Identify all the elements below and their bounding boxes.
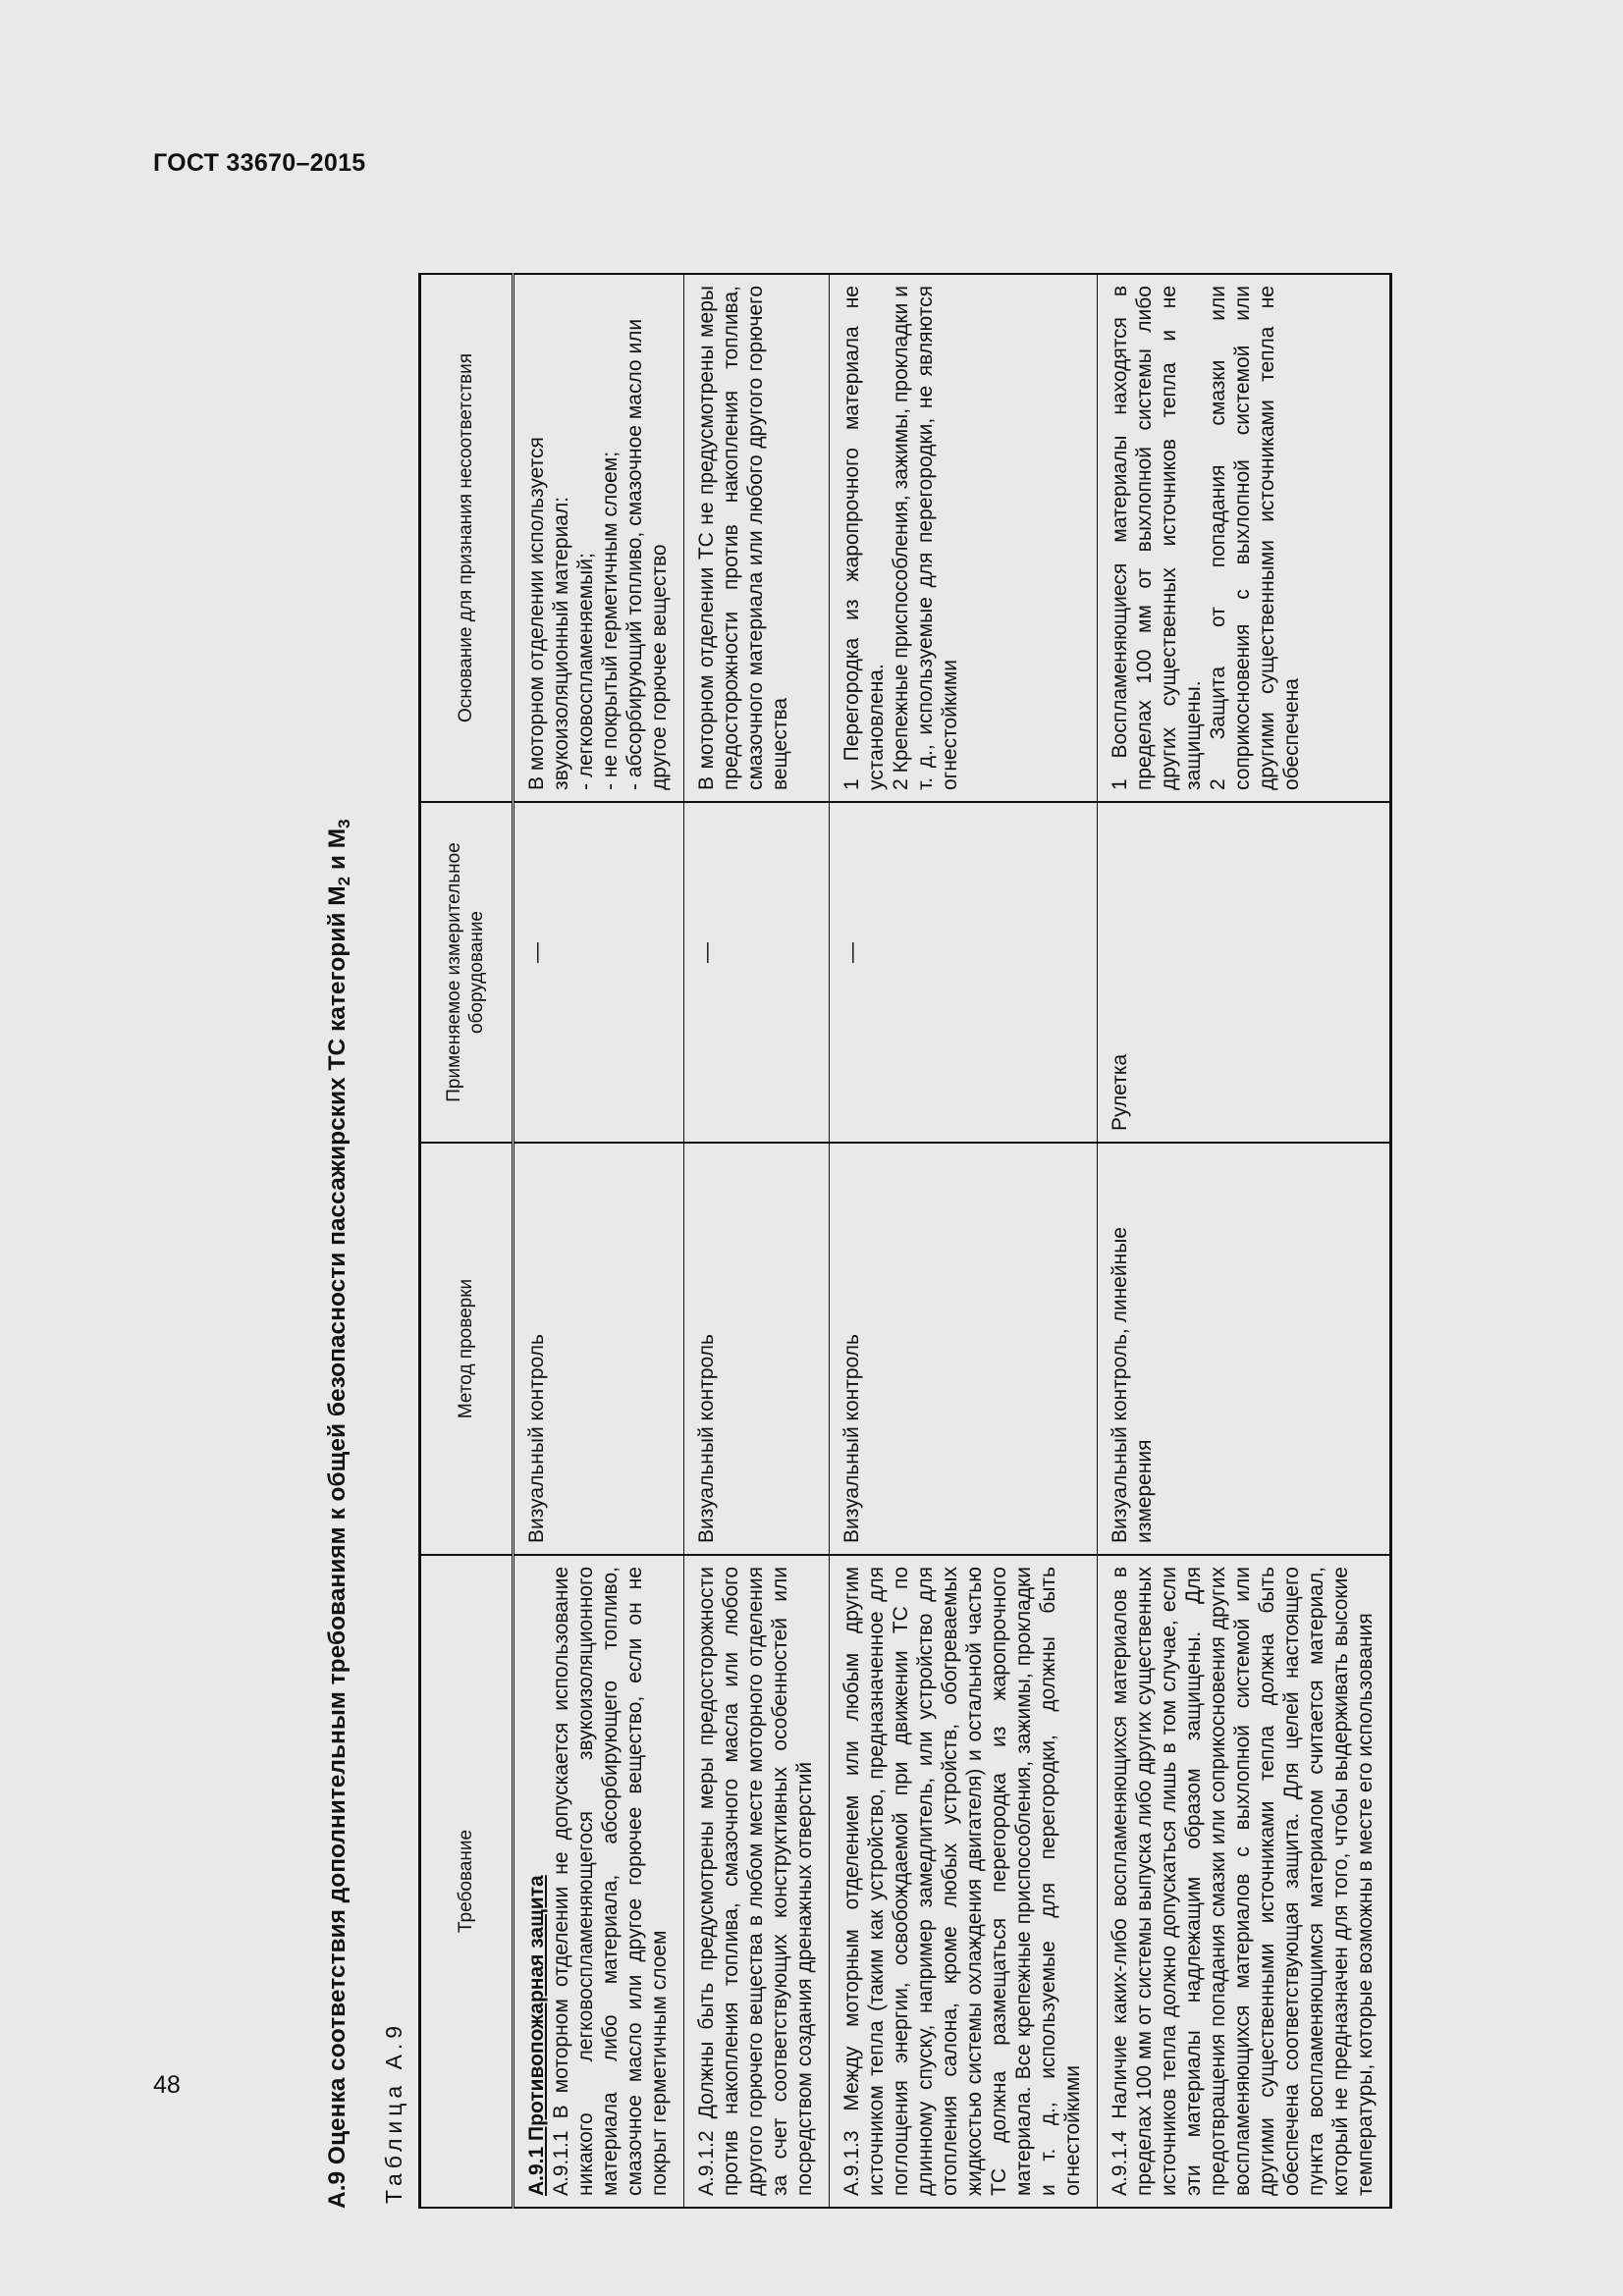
section-title-subscript-b: 3 [335, 819, 353, 828]
equipment-cell [514, 802, 684, 1143]
equipment-cell [684, 802, 830, 1143]
section-title-subscript-a: 2 [335, 876, 353, 886]
equipment-cell [830, 802, 1098, 1143]
requirement-text: А.9.1.4 Наличие каких-либо воспламеняющихся материалов в пределах 100 мм от системы выпуска либо других существенных источников тепла должно допускаться лишь в том случае, если эти материалы надлежащим образом защищены. Для предотвращения попадания смазки или соприкосновения других воспламеняющихся материалов с выхлопной системой или другими существенными источниками тепла должна быть обеспечена соответствующая защита. Для целей настоящего пункта воспламеняющимся материалом считается материал, который не предназначен для того, чтобы выдерживать высокие температуры, которые возможны в месте его использования [1109, 1567, 1377, 2196]
basis-cell [830, 274, 1098, 802]
equipment-value: — [695, 942, 718, 963]
requirement-text: А.9.1.3 Между моторным отделением или любым другим источником тепла (таким как устройство, предназначенное для поглощения энергии, освобождаемой при движении ТС по длинному спуску, например замедлитель, или устройство для отопления салона, кроме любых устройств, обогреваемых жидкостью системы охлаждения двигателя) и остальной частью ТС должна размещаться перегородка из жаропрочного материала. Все крепежные приспособления, зажимы, прокладки и т. д., используемые для перегородки, должны быть огнестойкими [840, 1567, 1084, 2196]
equipment-value: — [525, 942, 548, 963]
basis-cell [684, 274, 830, 802]
requirement-cell [830, 1555, 1098, 2208]
basis-text: 1 Перегородка из жаропрочного материала не установлена. 2 Крепежные приспособления, зажимы, прокладки и т. д., используемые для перегородки, не являются огнестойкими [840, 286, 961, 790]
table-caption: Таблица А.9 [381, 2020, 406, 2204]
requirement-cell [684, 1555, 830, 2208]
basis-cell [514, 274, 684, 802]
requirement-text: А.9.1.2 Должны быть предусмотрены меры предосторожности против накопления топлива, смазочного масла или любого другого горючего вещества в любом месте моторного отделения за счет соответствующих конструктивных особенностей или посредством создания дренажных отверстий [695, 1567, 816, 2196]
table-row [1098, 274, 1391, 2208]
table-row [514, 274, 684, 2208]
requirement-section-title: А.9.1 Противопожарная защита [525, 1875, 548, 2196]
method-cell: Визуальный контроль, линейные измерения [1098, 1143, 1391, 1555]
requirement-text: А.9.1.1 В моторном отделении не допускается использование никакого легковоспламеняющегося звукоизоляционного материала либо материала, абсорбирующего топливо, смазочное масло или другое горючее вещество, если он не покрыт герметичным слоем [550, 1567, 671, 2196]
basis-text: 1 Воспламеняющиеся материалы находятся в пределах 100 мм от выхлопной системы либо других существенных источников тепла и не защищены. 2 Защита от попадания смазки или соприкосновения с выхлопной системой или другими существенными источниками тепла не обеспечена [1109, 286, 1303, 790]
table-row [684, 274, 830, 2208]
table-row [830, 274, 1098, 2208]
method-cell: Визуальный контроль [830, 1143, 1098, 1555]
header-requirement: Требование [420, 1555, 514, 2208]
header-method: Метод проверки [420, 1143, 514, 1555]
basis-text: В моторном отделении используется звукоизоляционный материал: - легковоспламеняемый; - не покрытый герметичным слоем; - абсорбирующий топливо, смазочное масло или другое горючее вещество [525, 318, 671, 790]
header-basis: Основание для признания несоответствия [420, 274, 514, 802]
table-header-row [420, 274, 514, 2208]
page-number: 48 [153, 2071, 181, 2099]
section-title-main: А.9 Оценка соответствия дополнительным требованиям к общей безопасности пассажирских ТС категорий М [324, 885, 351, 2209]
section-title [324, 819, 354, 2209]
method-cell: Визуальный контроль [514, 1143, 684, 1555]
method-cell: Визуальный контроль [684, 1143, 830, 1555]
document-header: ГОСТ 33670–2015 [153, 149, 366, 177]
basis-cell [1098, 274, 1391, 802]
requirements-table [418, 273, 1392, 2209]
section-title-and: и М [324, 828, 351, 877]
basis-text: В моторном отделении ТС не предусмотрены меры предосторожности против накопления топлива, смазочного материала или любого другого горючего вещества [695, 286, 791, 790]
header-equipment: Применяемое измерительное оборудование [420, 802, 514, 1143]
requirement-cell [1098, 1555, 1391, 2208]
equipment-cell: Рулетка [1098, 802, 1391, 1143]
requirement-cell [514, 1555, 684, 2208]
rotated-page-content [324, 245, 1623, 2209]
equipment-value: — [840, 942, 863, 963]
